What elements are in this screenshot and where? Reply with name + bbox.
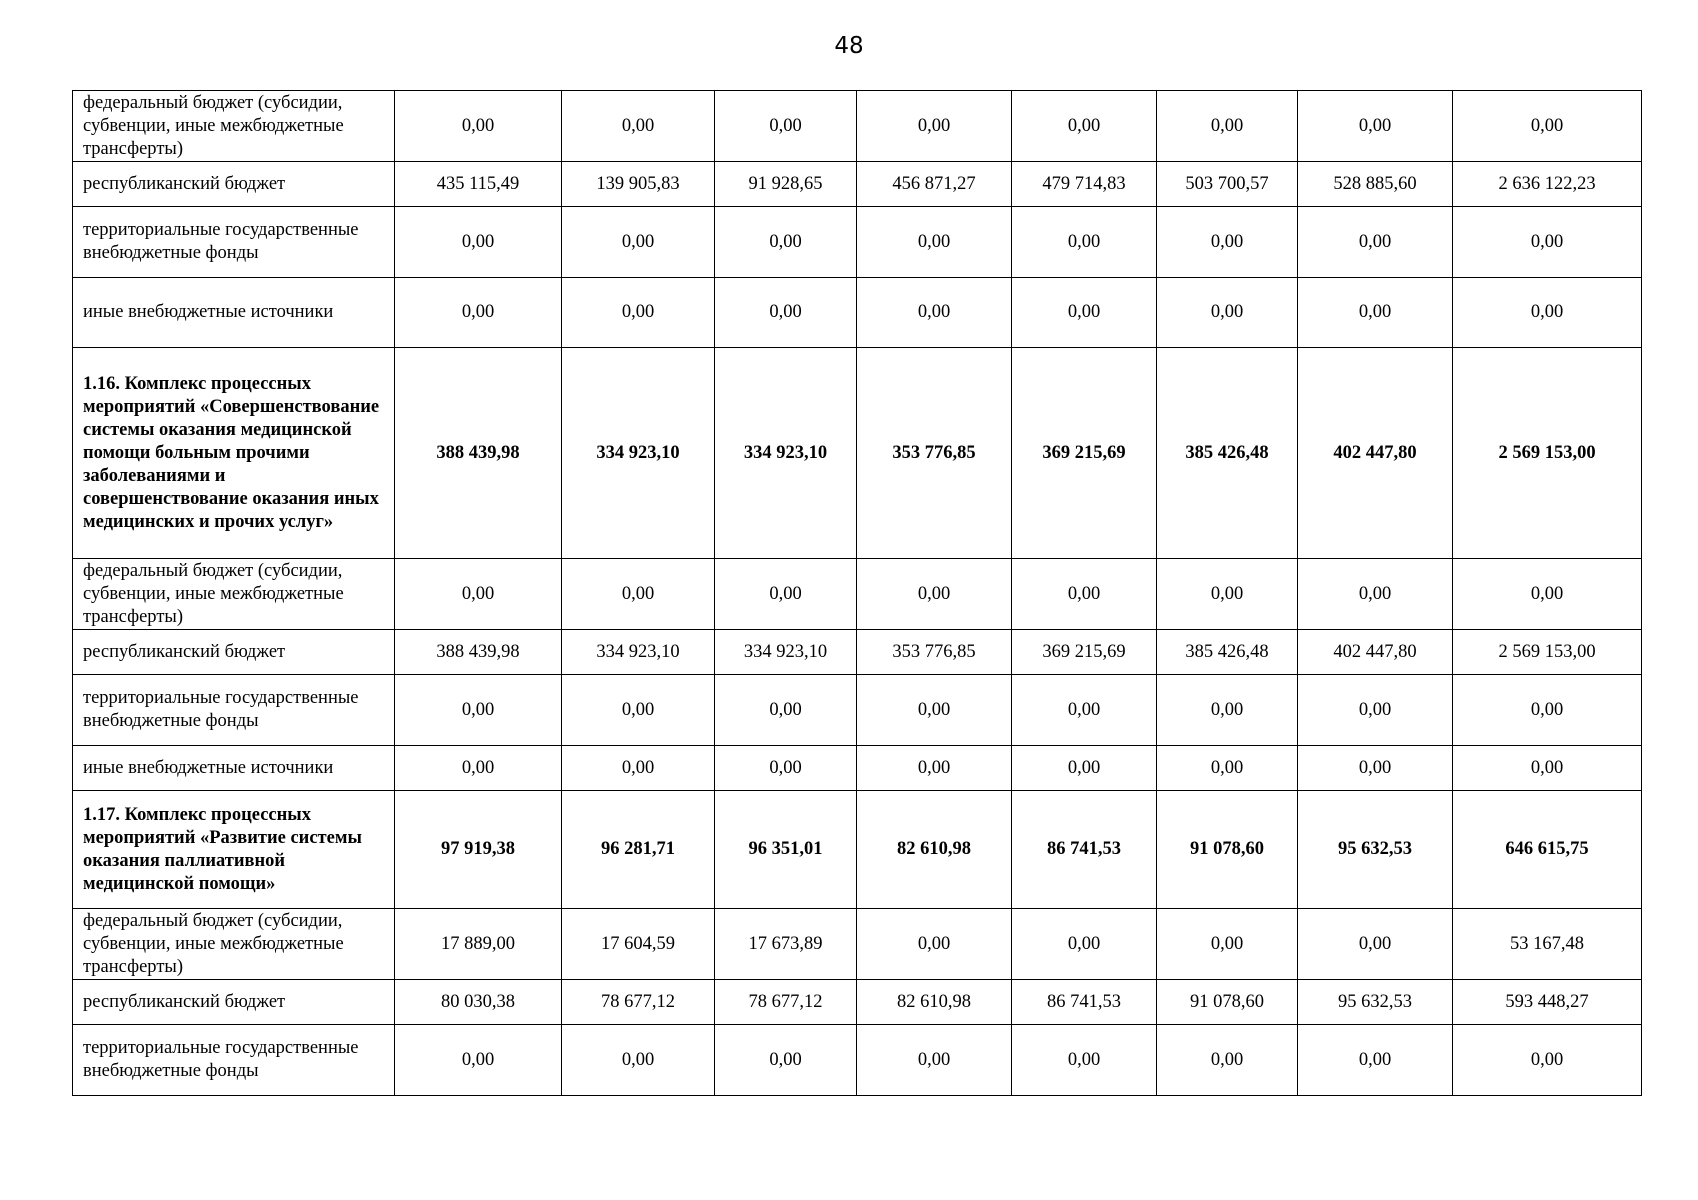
table-row xyxy=(73,278,1642,348)
row-value: 0,00 xyxy=(715,559,857,630)
row-label: 1.17. Комплекс процессных мероприятий «Развитие системы оказания паллиативной медицинской помощи» xyxy=(73,791,395,909)
row-label: иные внебюджетные источники xyxy=(73,746,395,791)
row-value: 78 677,12 xyxy=(562,980,715,1025)
row-value: 456 871,27 xyxy=(857,162,1012,207)
row-value: 0,00 xyxy=(1298,746,1453,791)
row-value: 95 632,53 xyxy=(1298,980,1453,1025)
row-value: 503 700,57 xyxy=(1157,162,1298,207)
row-value: 139 905,83 xyxy=(562,162,715,207)
row-value: 0,00 xyxy=(1157,559,1298,630)
row-value: 0,00 xyxy=(1157,746,1298,791)
row-value: 402 447,80 xyxy=(1298,630,1453,675)
row-value: 0,00 xyxy=(395,278,562,348)
row-value: 0,00 xyxy=(395,91,562,162)
row-value: 97 919,38 xyxy=(395,791,562,909)
row-value: 0,00 xyxy=(562,91,715,162)
row-value: 82 610,98 xyxy=(857,980,1012,1025)
row-label: иные внебюджетные источники xyxy=(73,278,395,348)
table-row xyxy=(73,675,1642,746)
row-value: 334 923,10 xyxy=(715,630,857,675)
row-value: 0,00 xyxy=(1012,675,1157,746)
row-value: 0,00 xyxy=(562,278,715,348)
row-value: 0,00 xyxy=(1157,675,1298,746)
row-value: 385 426,48 xyxy=(1157,630,1298,675)
row-value: 0,00 xyxy=(1012,909,1157,980)
table-row xyxy=(73,162,1642,207)
row-value: 82 610,98 xyxy=(857,791,1012,909)
row-label: федеральный бюджет (субсидии, субвенции, иные межбюджетные трансферты) xyxy=(73,559,395,630)
row-value: 0,00 xyxy=(857,91,1012,162)
row-value: 0,00 xyxy=(1453,1025,1642,1096)
row-value: 0,00 xyxy=(562,1025,715,1096)
row-value: 2 569 153,00 xyxy=(1453,348,1642,559)
row-value: 0,00 xyxy=(562,746,715,791)
row-value: 0,00 xyxy=(1298,675,1453,746)
row-value: 0,00 xyxy=(715,1025,857,1096)
row-value: 0,00 xyxy=(1453,278,1642,348)
row-value: 0,00 xyxy=(395,559,562,630)
row-value: 479 714,83 xyxy=(1012,162,1157,207)
row-value: 0,00 xyxy=(562,675,715,746)
row-value: 0,00 xyxy=(1298,278,1453,348)
row-value: 0,00 xyxy=(1298,909,1453,980)
row-value: 91 078,60 xyxy=(1157,791,1298,909)
budget-table-body xyxy=(73,91,1642,1096)
row-label: республиканский бюджет xyxy=(73,630,395,675)
table-row xyxy=(73,980,1642,1025)
row-value: 0,00 xyxy=(1453,559,1642,630)
row-value: 0,00 xyxy=(1298,1025,1453,1096)
row-value: 0,00 xyxy=(715,278,857,348)
row-value: 0,00 xyxy=(1453,675,1642,746)
budget-table xyxy=(72,90,1642,1096)
row-value: 80 030,38 xyxy=(395,980,562,1025)
row-value: 0,00 xyxy=(1012,91,1157,162)
table-row xyxy=(73,91,1642,162)
row-value: 86 741,53 xyxy=(1012,791,1157,909)
row-value: 17 673,89 xyxy=(715,909,857,980)
row-value: 17 889,00 xyxy=(395,909,562,980)
row-value: 91 928,65 xyxy=(715,162,857,207)
row-value: 0,00 xyxy=(857,559,1012,630)
row-value: 96 281,71 xyxy=(562,791,715,909)
row-value: 91 078,60 xyxy=(1157,980,1298,1025)
row-value: 0,00 xyxy=(1298,559,1453,630)
row-label: республиканский бюджет xyxy=(73,162,395,207)
row-value: 369 215,69 xyxy=(1012,348,1157,559)
row-value: 2 569 153,00 xyxy=(1453,630,1642,675)
row-value: 0,00 xyxy=(1012,746,1157,791)
row-value: 53 167,48 xyxy=(1453,909,1642,980)
row-value: 0,00 xyxy=(395,675,562,746)
row-label: 1.16. Комплекс процессных мероприятий «Совершенствование системы оказания медицинской помощи больным прочими заболеваниями и совершенствование оказания иных медицинских и прочих услуг» xyxy=(73,348,395,559)
table-row-section xyxy=(73,791,1642,909)
row-value: 0,00 xyxy=(1012,278,1157,348)
row-value: 353 776,85 xyxy=(857,348,1012,559)
row-value: 0,00 xyxy=(1157,909,1298,980)
row-value: 86 741,53 xyxy=(1012,980,1157,1025)
row-value: 0,00 xyxy=(395,207,562,278)
row-label: территориальные государственные внебюджетные фонды xyxy=(73,207,395,278)
table-row-section xyxy=(73,348,1642,559)
row-value: 0,00 xyxy=(562,207,715,278)
row-value: 528 885,60 xyxy=(1298,162,1453,207)
row-value: 2 636 122,23 xyxy=(1453,162,1642,207)
row-value: 0,00 xyxy=(715,91,857,162)
row-value: 593 448,27 xyxy=(1453,980,1642,1025)
row-value: 334 923,10 xyxy=(715,348,857,559)
row-label: федеральный бюджет (субсидии, субвенции, иные межбюджетные трансферты) xyxy=(73,91,395,162)
row-value: 0,00 xyxy=(1157,278,1298,348)
row-value: 385 426,48 xyxy=(1157,348,1298,559)
row-value: 0,00 xyxy=(857,675,1012,746)
row-value: 0,00 xyxy=(1298,207,1453,278)
row-value: 78 677,12 xyxy=(715,980,857,1025)
row-value: 388 439,98 xyxy=(395,630,562,675)
row-value: 0,00 xyxy=(1453,207,1642,278)
row-value: 0,00 xyxy=(715,675,857,746)
row-value: 435 115,49 xyxy=(395,162,562,207)
row-value: 0,00 xyxy=(715,207,857,278)
row-value: 353 776,85 xyxy=(857,630,1012,675)
row-label: территориальные государственные внебюджетные фонды xyxy=(73,675,395,746)
row-value: 388 439,98 xyxy=(395,348,562,559)
row-label: республиканский бюджет xyxy=(73,980,395,1025)
row-value: 17 604,59 xyxy=(562,909,715,980)
row-value: 0,00 xyxy=(1157,1025,1298,1096)
table-row xyxy=(73,630,1642,675)
table-row xyxy=(73,1025,1642,1096)
row-value: 0,00 xyxy=(1453,746,1642,791)
row-value: 0,00 xyxy=(715,746,857,791)
row-value: 334 923,10 xyxy=(562,630,715,675)
row-value: 369 215,69 xyxy=(1012,630,1157,675)
row-value: 334 923,10 xyxy=(562,348,715,559)
row-value: 0,00 xyxy=(562,559,715,630)
row-value: 646 615,75 xyxy=(1453,791,1642,909)
row-label: федеральный бюджет (субсидии, субвенции, иные межбюджетные трансферты) xyxy=(73,909,395,980)
table-row xyxy=(73,559,1642,630)
row-value: 0,00 xyxy=(857,207,1012,278)
row-value: 0,00 xyxy=(395,1025,562,1096)
row-value: 0,00 xyxy=(395,746,562,791)
table-row xyxy=(73,207,1642,278)
row-label: территориальные государственные внебюджетные фонды xyxy=(73,1025,395,1096)
table-row xyxy=(73,746,1642,791)
table-row xyxy=(73,909,1642,980)
row-value: 402 447,80 xyxy=(1298,348,1453,559)
row-value: 0,00 xyxy=(1012,559,1157,630)
row-value: 96 351,01 xyxy=(715,791,857,909)
row-value: 0,00 xyxy=(1012,1025,1157,1096)
row-value: 0,00 xyxy=(1298,91,1453,162)
row-value: 0,00 xyxy=(1157,207,1298,278)
row-value: 0,00 xyxy=(1012,207,1157,278)
row-value: 0,00 xyxy=(857,278,1012,348)
row-value: 0,00 xyxy=(1453,91,1642,162)
row-value: 0,00 xyxy=(857,1025,1012,1096)
page-number: 48 xyxy=(834,33,864,59)
row-value: 0,00 xyxy=(857,746,1012,791)
row-value: 95 632,53 xyxy=(1298,791,1453,909)
row-value: 0,00 xyxy=(857,909,1012,980)
row-value: 0,00 xyxy=(1157,91,1298,162)
